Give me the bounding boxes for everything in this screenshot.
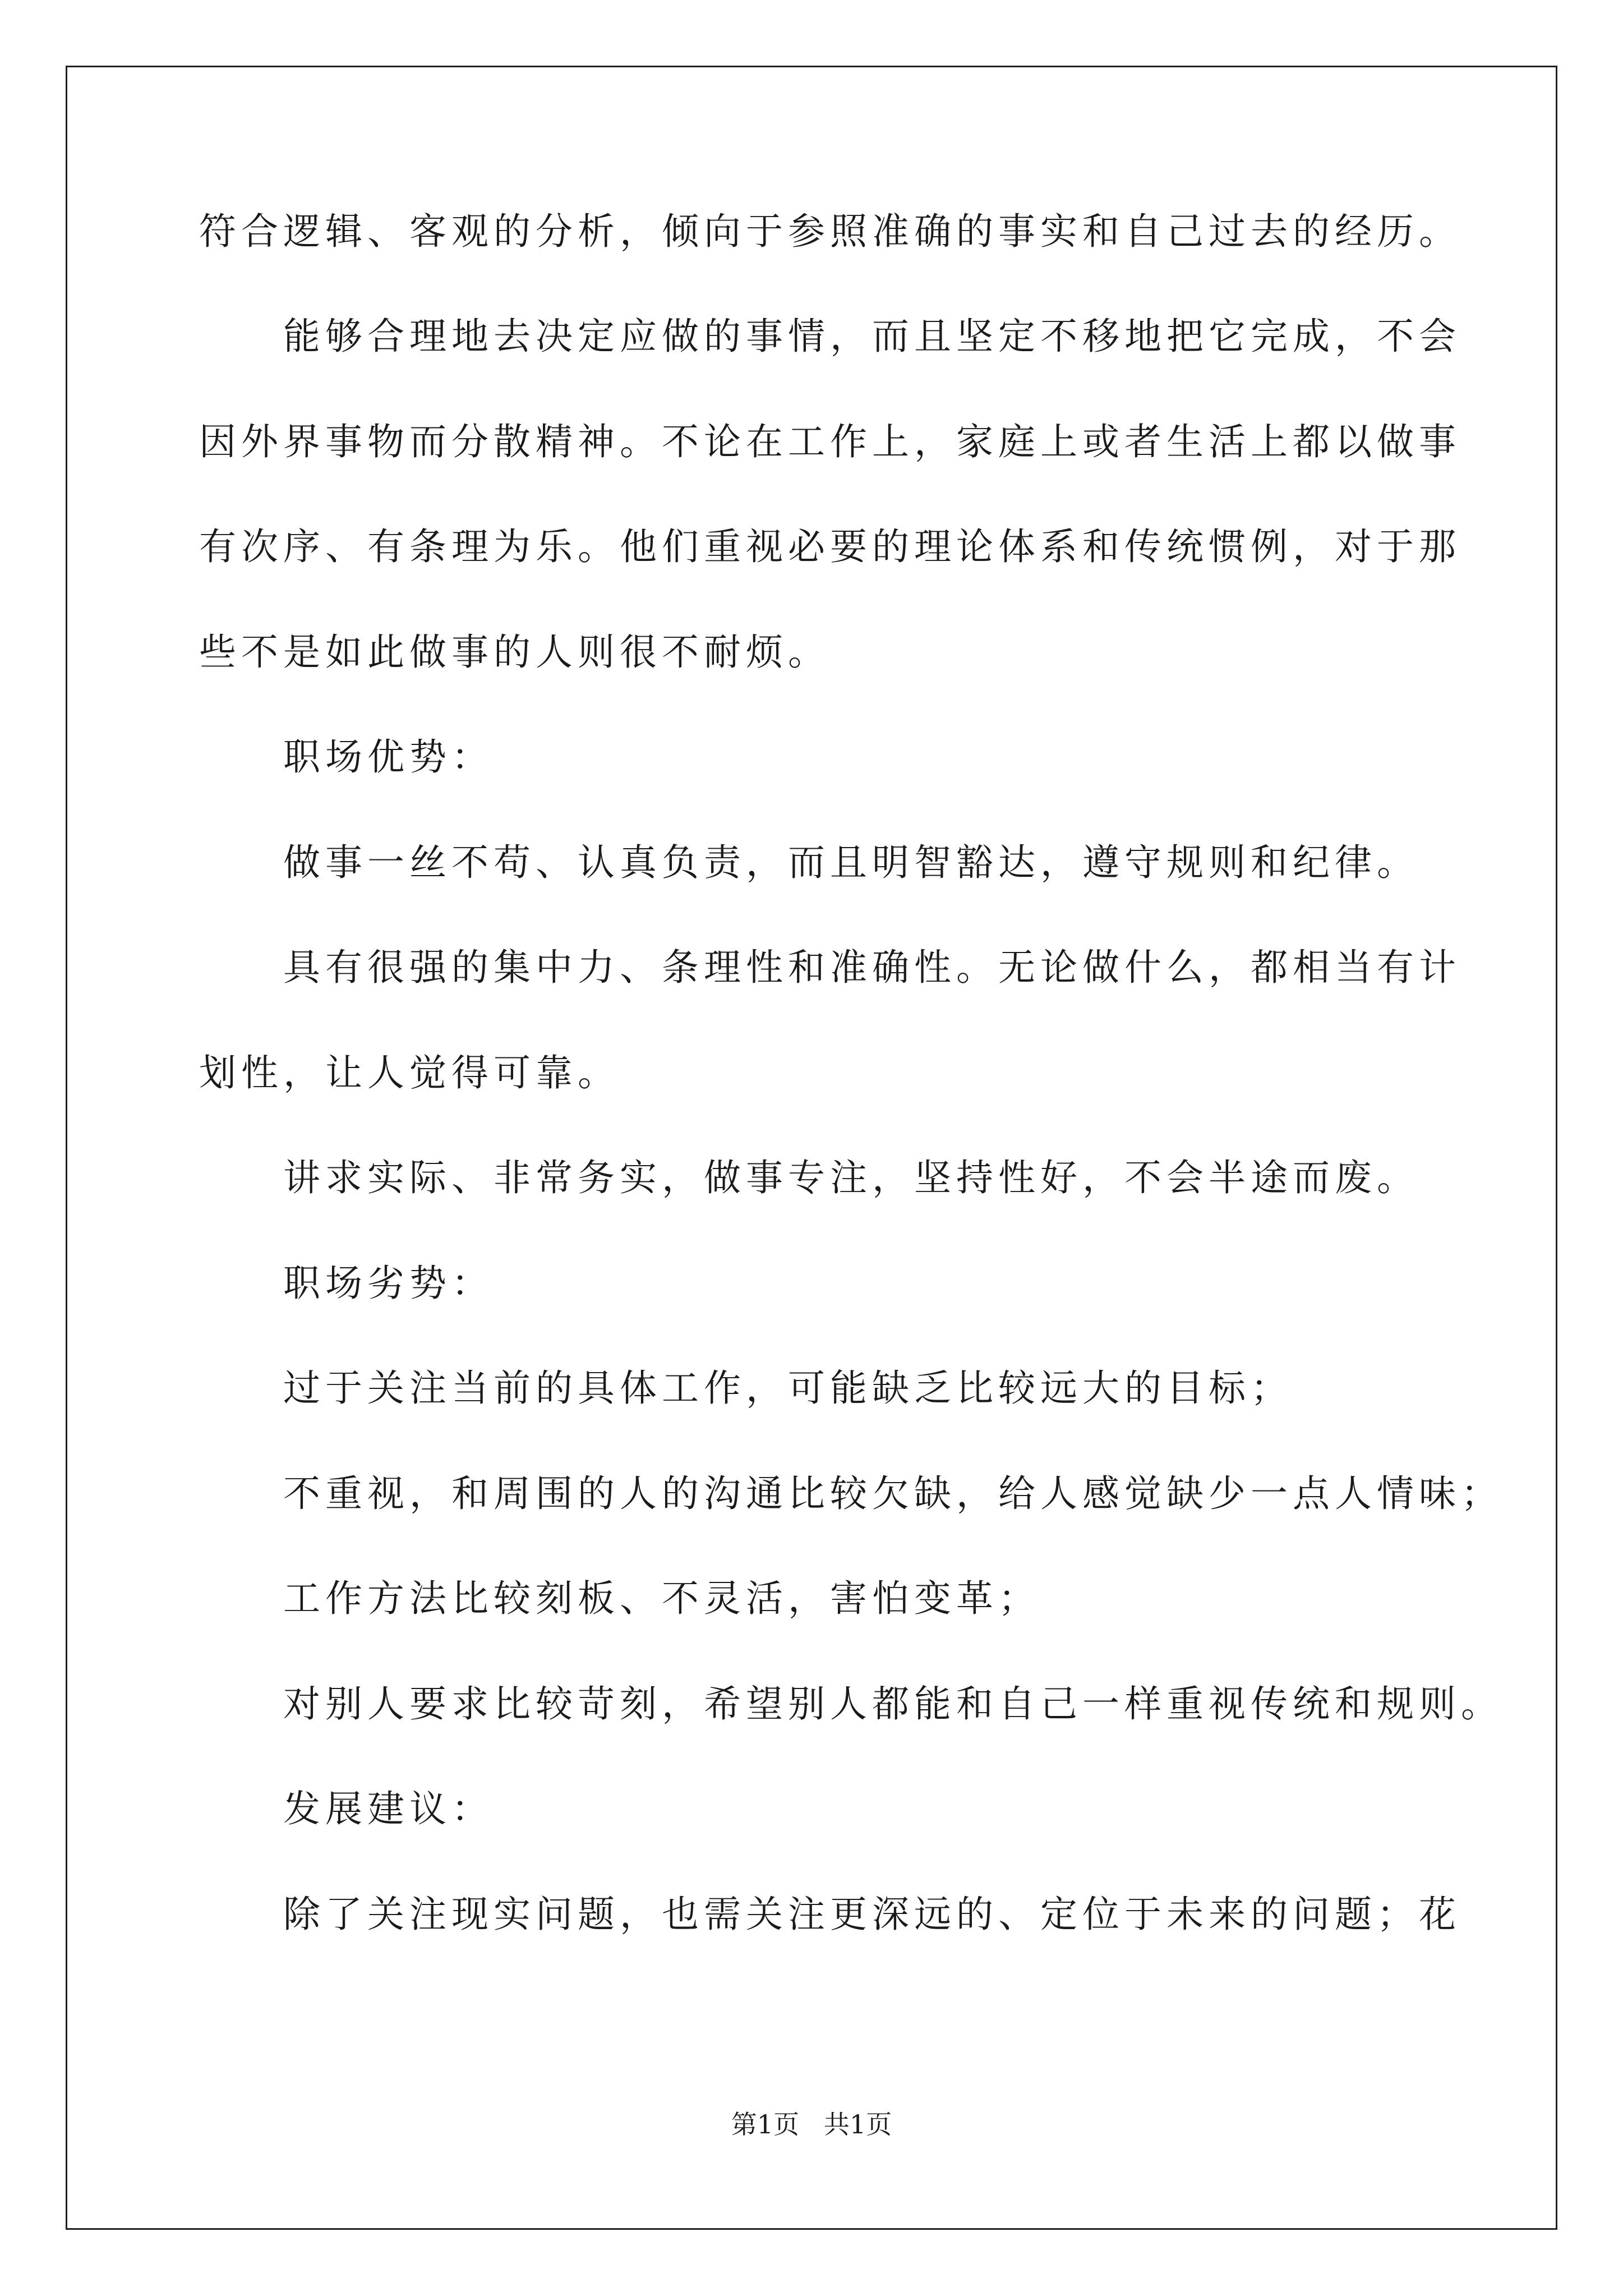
section-heading: 发展建议： — [283, 1787, 494, 1830]
text-line: 符合逻辑、客观的分析，倾向于参照准确的事实和自己过去的经历。 — [199, 210, 1461, 253]
section-heading: 职场劣势： — [283, 1262, 494, 1305]
text-line: 对别人要求比较苛刻，希望别人都能和自己一样重视传统和规则。 — [283, 1682, 1503, 1726]
text-line: 除了关注现实问题，也需关注更深远的、定位于未来的问题；花 — [283, 1893, 1461, 1936]
text-line: 讲求实际、非常务实，做事专注，坚持性好，不会半途而废。 — [283, 1156, 1419, 1199]
text-line: 划性，让人觉得可靠。 — [199, 1051, 620, 1094]
text-line: 过于关注当前的具体工作，可能缺乏比较远大的目标； — [283, 1366, 1293, 1410]
text-line: 能够合理地去决定应做的事情，而且坚定不移地把它完成，不会 — [283, 315, 1461, 358]
text-line: 工作方法比较刻板、不灵活，害怕变革； — [283, 1577, 1040, 1620]
section-heading: 职场优势： — [283, 735, 494, 779]
text-line: 不重视，和周围的人的沟通比较欠缺，给人感觉缺少一点人情味； — [283, 1472, 1503, 1515]
text-line: 因外界事物而分散精神。不论在工作上，家庭上或者生活上都以做事 — [199, 420, 1461, 463]
page-number: 第1页 共1页 — [731, 2109, 892, 2139]
text-line: 做事一丝不苟、认真负责，而且明智豁达，遵守规则和纪律。 — [283, 841, 1419, 884]
text-line: 些不是如此做事的人则很不耐烦。 — [199, 631, 830, 674]
text-line: 有次序、有条理为乐。他们重视必要的理论体系和传统惯例，对于那 — [199, 525, 1461, 568]
text-line: 具有很强的集中力、条理性和准确性。无论做什么，都相当有计 — [283, 946, 1461, 989]
